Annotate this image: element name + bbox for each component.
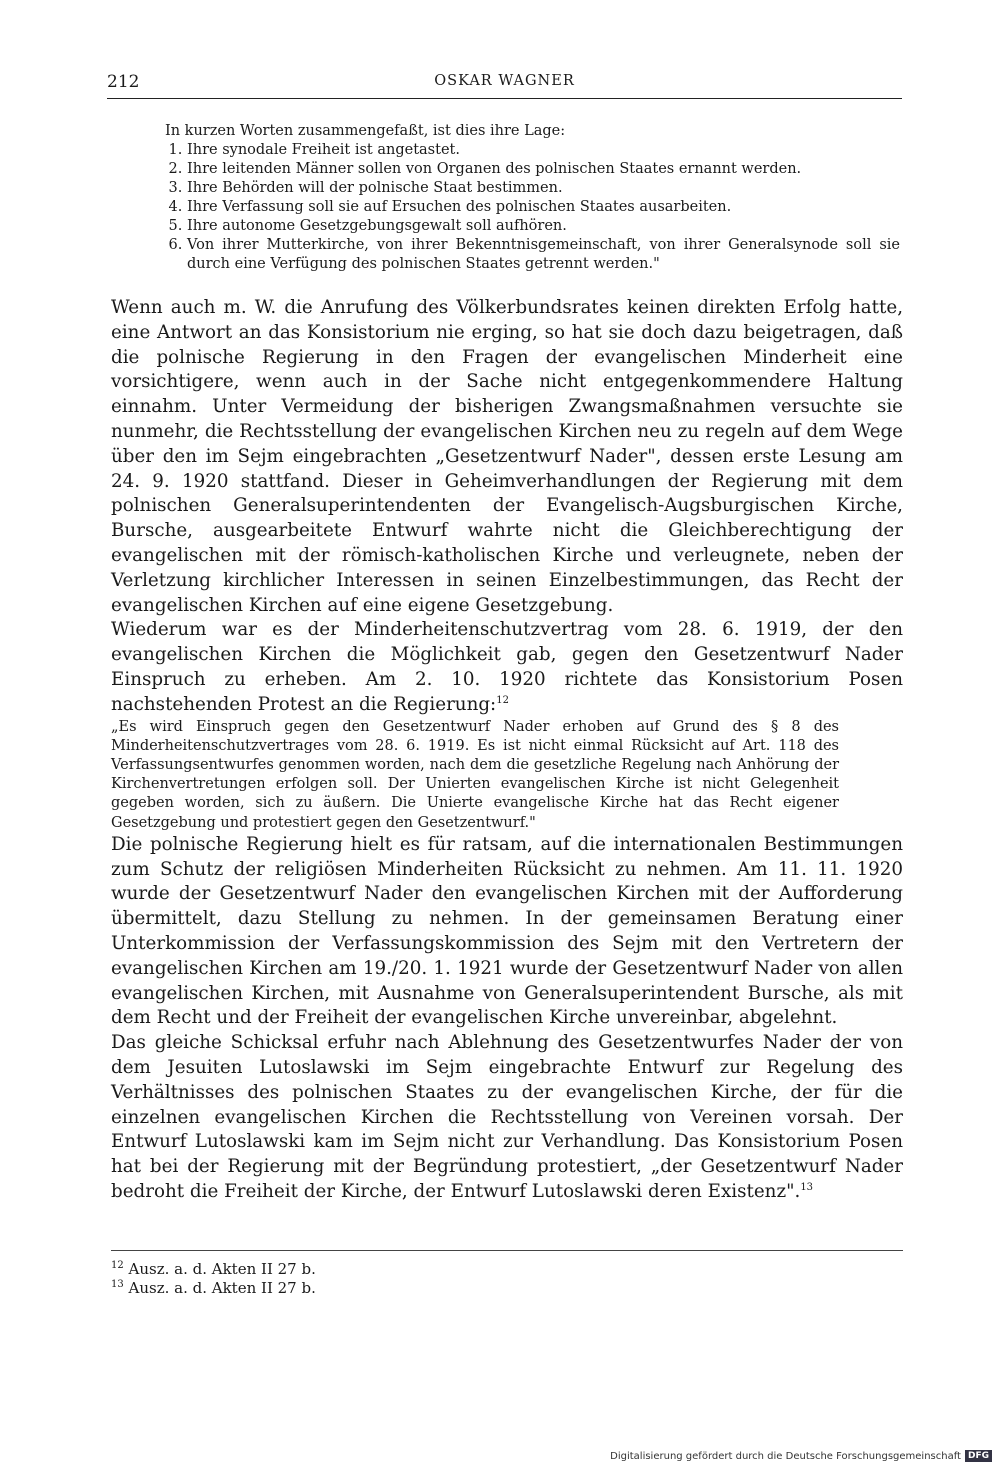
footnote-ref[interactable]: 12 <box>496 694 509 706</box>
summary-item: 1. Ihre synodale Freiheit ist angetastet. <box>187 141 900 160</box>
summary-item: 6. Von ihrer Mutterkirche, von ihrer Bekenntnisgemeinschaft, von ihrer Generalsynode soll sie durch eine Verfügung des polnischen Staates getrennt werden." <box>187 236 900 274</box>
dfg-logo-icon: DFG <box>965 1450 992 1462</box>
digitization-credit <box>610 1450 992 1462</box>
footnote-ref[interactable]: 13 <box>800 1181 814 1193</box>
summary-item: 3. Ihre Behörden will der polnische Staat bestimmen. <box>187 179 900 198</box>
footnote-text: Ausz. a. d. Akten II 27 b. <box>128 1260 316 1278</box>
body-text <box>111 296 903 1205</box>
summary-item: 2. Ihre leitenden Männer sollen von Organen des polnischen Staates ernannt werden. <box>187 160 900 179</box>
credit-text: Digitalisierung gefördert durch die Deutsche Forschungsgemeinschaft <box>610 1450 961 1462</box>
paragraph <box>111 618 903 717</box>
paragraph-text: Das gleiche Schicksal erfuhr nach Ablehnung des Gesetzentwurfes Nader der von dem Jesuiten Lutoslawski im Sejm eingebrachte Entwurf zur Regelung des Verhältnisses des polnischen Staates zu der evangelischen Kirche, der für die einzelnen evangelischen Kirchen die Rechtsstellung von Vereinen vorsah. Der Entwurf Lutoslawski kam im Sejm nicht zur Verhandlung. Das Konsistorium Posen hat bei der Regierung mit der Begründung protestiert, „der Gesetzentwurf Nader bedroht die Freiheit der Kirche, der Entwurf Lutoslawski deren Existenz". <box>111 1032 903 1202</box>
footnote-text: Ausz. a. d. Akten II 27 b. <box>128 1279 316 1297</box>
summary-list <box>165 141 900 274</box>
summary-item: 4. Ihre Verfassung soll sie auf Ersuchen des polnischen Staates ausarbeiten. <box>187 198 900 217</box>
footnote <box>111 1260 903 1279</box>
summary-item: 5. Ihre autonome Gesetzgebungsgewalt soll aufhören. <box>187 217 900 236</box>
paragraph <box>111 1031 903 1205</box>
footnote-mark: 13 <box>111 1279 124 1290</box>
footnotes <box>111 1250 903 1298</box>
summary-list-block <box>165 122 900 274</box>
page-number: 212 <box>107 72 140 92</box>
summary-lead: In kurzen Worten zusammengefaßt, ist dies ihre Lage: <box>165 123 566 139</box>
running-title: OSKAR WAGNER <box>434 73 575 89</box>
paragraph: Wenn auch m. W. die Anrufung des Völkerbundsrates keinen direkten Erfolg hatte, eine Antwort an das Konsistorium nie erging, so hat sie doch dazu beigetragen, daß die polnische Regierung in den Fragen der evangelischen Minderheit eine vorsichtigere, wenn auch in der Sache nicht entgegenkommendere Haltung einnahm. Unter Vermeidung der bisherigen Zwangsmaßnahmen versuchte sie nunmehr, die Rechtsstellung der evangelischen Kirchen neu zu regeln auf dem Wege über den im Sejm eingebrachten „Gesetzentwurf Nader", dessen erste Lesung am 24. 9. 1920 stattfand. Dieser in Geheimverhandlungen der Regierung mit dem polnischen Generalsuperintendenten der Evangelisch-Augsburgischen Kirche, Bursche, ausgearbeitete Entwurf wahrte nicht die Gleichberechtigung der evangelischen mit der römisch-katholischen Kirche und verleugnete, neben der Verletzung kirchlicher Interessen in seinen Einzelbestimmungen, das Recht der evangelischen Kirchen auf eine eigene Gesetzgebung. <box>111 297 903 616</box>
running-head <box>107 72 902 99</box>
footnote-mark: 12 <box>111 1260 124 1271</box>
footnote <box>111 1279 903 1298</box>
paragraph-text: Wiederum war es der Minderheitenschutzvertrag vom 28. 6. 1919, der den evangelischen Kirchen die Möglichkeit gab, gegen den Gesetzentwurf Nader Einspruch zu erheben. Am 2. 10. 1920 richtete das Konsistorium Posen nachstehenden Protest an die Regierung: <box>111 619 903 715</box>
paragraph: Die polnische Regierung hielt es für ratsam, auf die internationalen Bestimmungen zum Schutz der religiösen Minderheiten Rücksicht zu nehmen. Am 11. 11. 1920 wurde der Gesetzentwurf Nader den evangelischen Kirchen mit der Aufforderung übermittelt, dazu Stellung zu nehmen. In der gemeinsamen Beratung einer Unterkommission der Verfassungskommission des Sejm mit den Vertretern der evangelischen Kirchen am 19./20. 1. 1921 wurde der Gesetzentwurf Nader von allen evangelischen Kirchen, mit Ausnahme von Generalsuperintendent Bursche, als mit dem Recht und der Freiheit der evangelischen Kirche unvereinbar, abgelehnt. <box>111 833 903 1029</box>
block-quote: „Es wird Einspruch gegen den Gesetzentwurf Nader erhoben auf Grund des § 8 des Minderheitenschutzvertrages vom 28. 6. 1919. Es ist nicht einmal Rücksicht auf Art. 118 des Verfassungsentwurfes genommen worden, nach dem die gesetzliche Regelung nach Anhörung der Kirchenvertretungen erfolgen soll. Der Unierten evangelischen Kirche ist nicht Gelegenheit gegeben worden, sich zu äußern. Die Unierte evangelische Kirche hat das Recht eigener Gesetzgebung und protestiert gegen den Gesetzentwurf." <box>111 718 839 831</box>
